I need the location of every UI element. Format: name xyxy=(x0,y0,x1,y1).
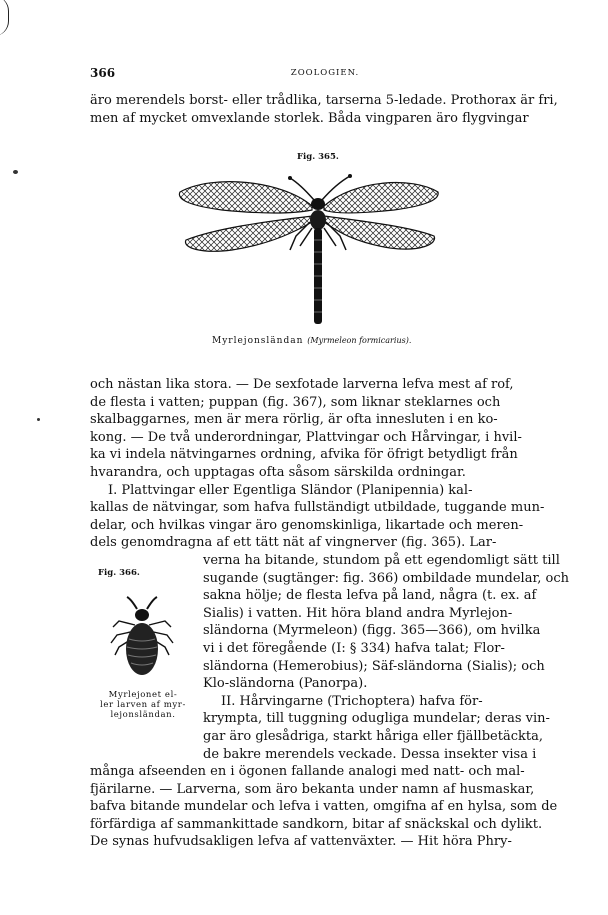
text-line: sakna hölje; de flesta lefva på land, några (t. ex. af xyxy=(203,588,537,604)
text-line: De synas hufvudsakligen lefva af vattenväxter. — Hit höra Phry- xyxy=(90,834,512,850)
figure-366-label: Fig. 366. xyxy=(98,568,140,578)
text-line: ka vi indela nätvingarnes ordning, afvika för öfrigt betydligt från xyxy=(90,447,518,463)
closing-paragraph xyxy=(90,763,560,851)
ink-speck xyxy=(13,170,18,174)
text-line: I. Plattvingar eller Egentliga Sländor (Planipennia) kal- xyxy=(108,482,473,498)
text-line: II. Hårvingarne (Trichoptera) hafva för- xyxy=(221,693,483,709)
text-line: sländorna (Hemerobius); Säf-sländorna (Sialis); och xyxy=(203,658,545,674)
wrapped-text xyxy=(203,552,569,763)
ink-speck xyxy=(37,418,40,421)
text-line: bafva bitande mundelar och lefva i vatten, omgifna af en hylsa, som de xyxy=(90,799,558,815)
wing-left-fore xyxy=(179,182,312,213)
figure-365-label: Fig. 365. xyxy=(297,152,339,162)
antenna-club-left xyxy=(288,176,292,180)
caption-main: Myrlejonsländan xyxy=(212,336,304,346)
text-line: Sialis) i vatten. Hit höra bland andra Myrlejon- xyxy=(203,605,513,621)
text-line: sugande (sugtänger: fig. 366) ombildade mundelar, och xyxy=(203,570,569,586)
text-line: och nästan lika stora. — De sexfotade larverna lefva mest af rof, xyxy=(90,377,514,392)
caption-latin: (Myrmeleon formicarius). xyxy=(307,336,412,345)
text-line: verna ha bitande, stundom på ett egendomligt sätt till xyxy=(203,553,560,568)
text-line: kong. — De två underordningar, Plattvingar och Hårvingar, i hvil- xyxy=(90,429,522,445)
running-title: ZOOLOGIEN. xyxy=(290,68,360,78)
running-head xyxy=(90,66,560,82)
text-line: skalbaggarnes, men är mera rörlig, är ofta innesluten i en ko- xyxy=(90,412,498,428)
text-line: de bakre merendels veckade. Dessa insekter visa i xyxy=(203,746,537,762)
text-line: fjärilarne. — Larverna, som äro bekanta under namn af husmaskar, xyxy=(90,781,535,797)
intro-text xyxy=(90,92,560,127)
text-line: kallas de nätvingar, som hafva fullständigt utbildade, tuggande mun- xyxy=(90,500,545,516)
text-line: krympta, till tuggning odugliga mundelar; deras vin- xyxy=(203,711,550,727)
text-line: hvarandra, och upptagas ofta såsom särskilda ordningar. xyxy=(90,464,466,480)
antlion-larva-illustration xyxy=(107,595,177,685)
page-edge-mark xyxy=(0,0,9,36)
insect-thorax xyxy=(310,210,326,230)
text-line: delar, och hvilkas vingar äro genomskinliga, likartade och meren- xyxy=(90,517,524,533)
antenna-club-right xyxy=(348,174,352,178)
figure-366-caption: Myrlejonet el- ler larven af myr- lejonsländan. xyxy=(100,690,186,720)
wing-right-fore xyxy=(324,183,438,213)
text-line: sländorna (Myrmeleon) (figg. 365—366), om hvilka xyxy=(203,623,541,639)
text-line: äro merendels borst- eller trådlika, tarserna 5-ledade. Prothorax är fri, xyxy=(90,93,558,108)
text-line: de flesta i vatten; puppan (fig. 367), som liknar steklarnes och xyxy=(90,394,501,410)
insect-head xyxy=(311,198,325,210)
larva-mandibles xyxy=(127,597,157,609)
text-line: förfärdiga af sammankittade sandkorn, bitar af snäckskal och dylikt. xyxy=(90,816,543,832)
text-line: dels genomdragna af ett tätt nät af vingnerver (fig. 365). Lar- xyxy=(90,535,497,551)
text-line: många afseenden en i ögonen fallande analogi med natt- och mal- xyxy=(90,764,525,779)
figure-365-caption xyxy=(212,336,411,346)
wing-left-hind xyxy=(185,216,312,251)
wing-right-hind xyxy=(324,216,435,249)
text-line: men af mycket omvexlande storlek. Båda vingparen äro flygvingar xyxy=(90,110,529,126)
page-number: 366 xyxy=(90,66,116,80)
text-line: Klo-sländorna (Panorpa). xyxy=(203,676,368,692)
antlion-adult-illustration xyxy=(172,170,442,330)
text-line: gar äro glesådriga, starkt håriga eller fjällbetäckta, xyxy=(203,728,543,744)
larva-head xyxy=(135,609,149,621)
main-paragraph xyxy=(90,376,560,552)
text-line: vi i det föregående (I: § 334) hafva talat; Flor- xyxy=(203,640,505,656)
